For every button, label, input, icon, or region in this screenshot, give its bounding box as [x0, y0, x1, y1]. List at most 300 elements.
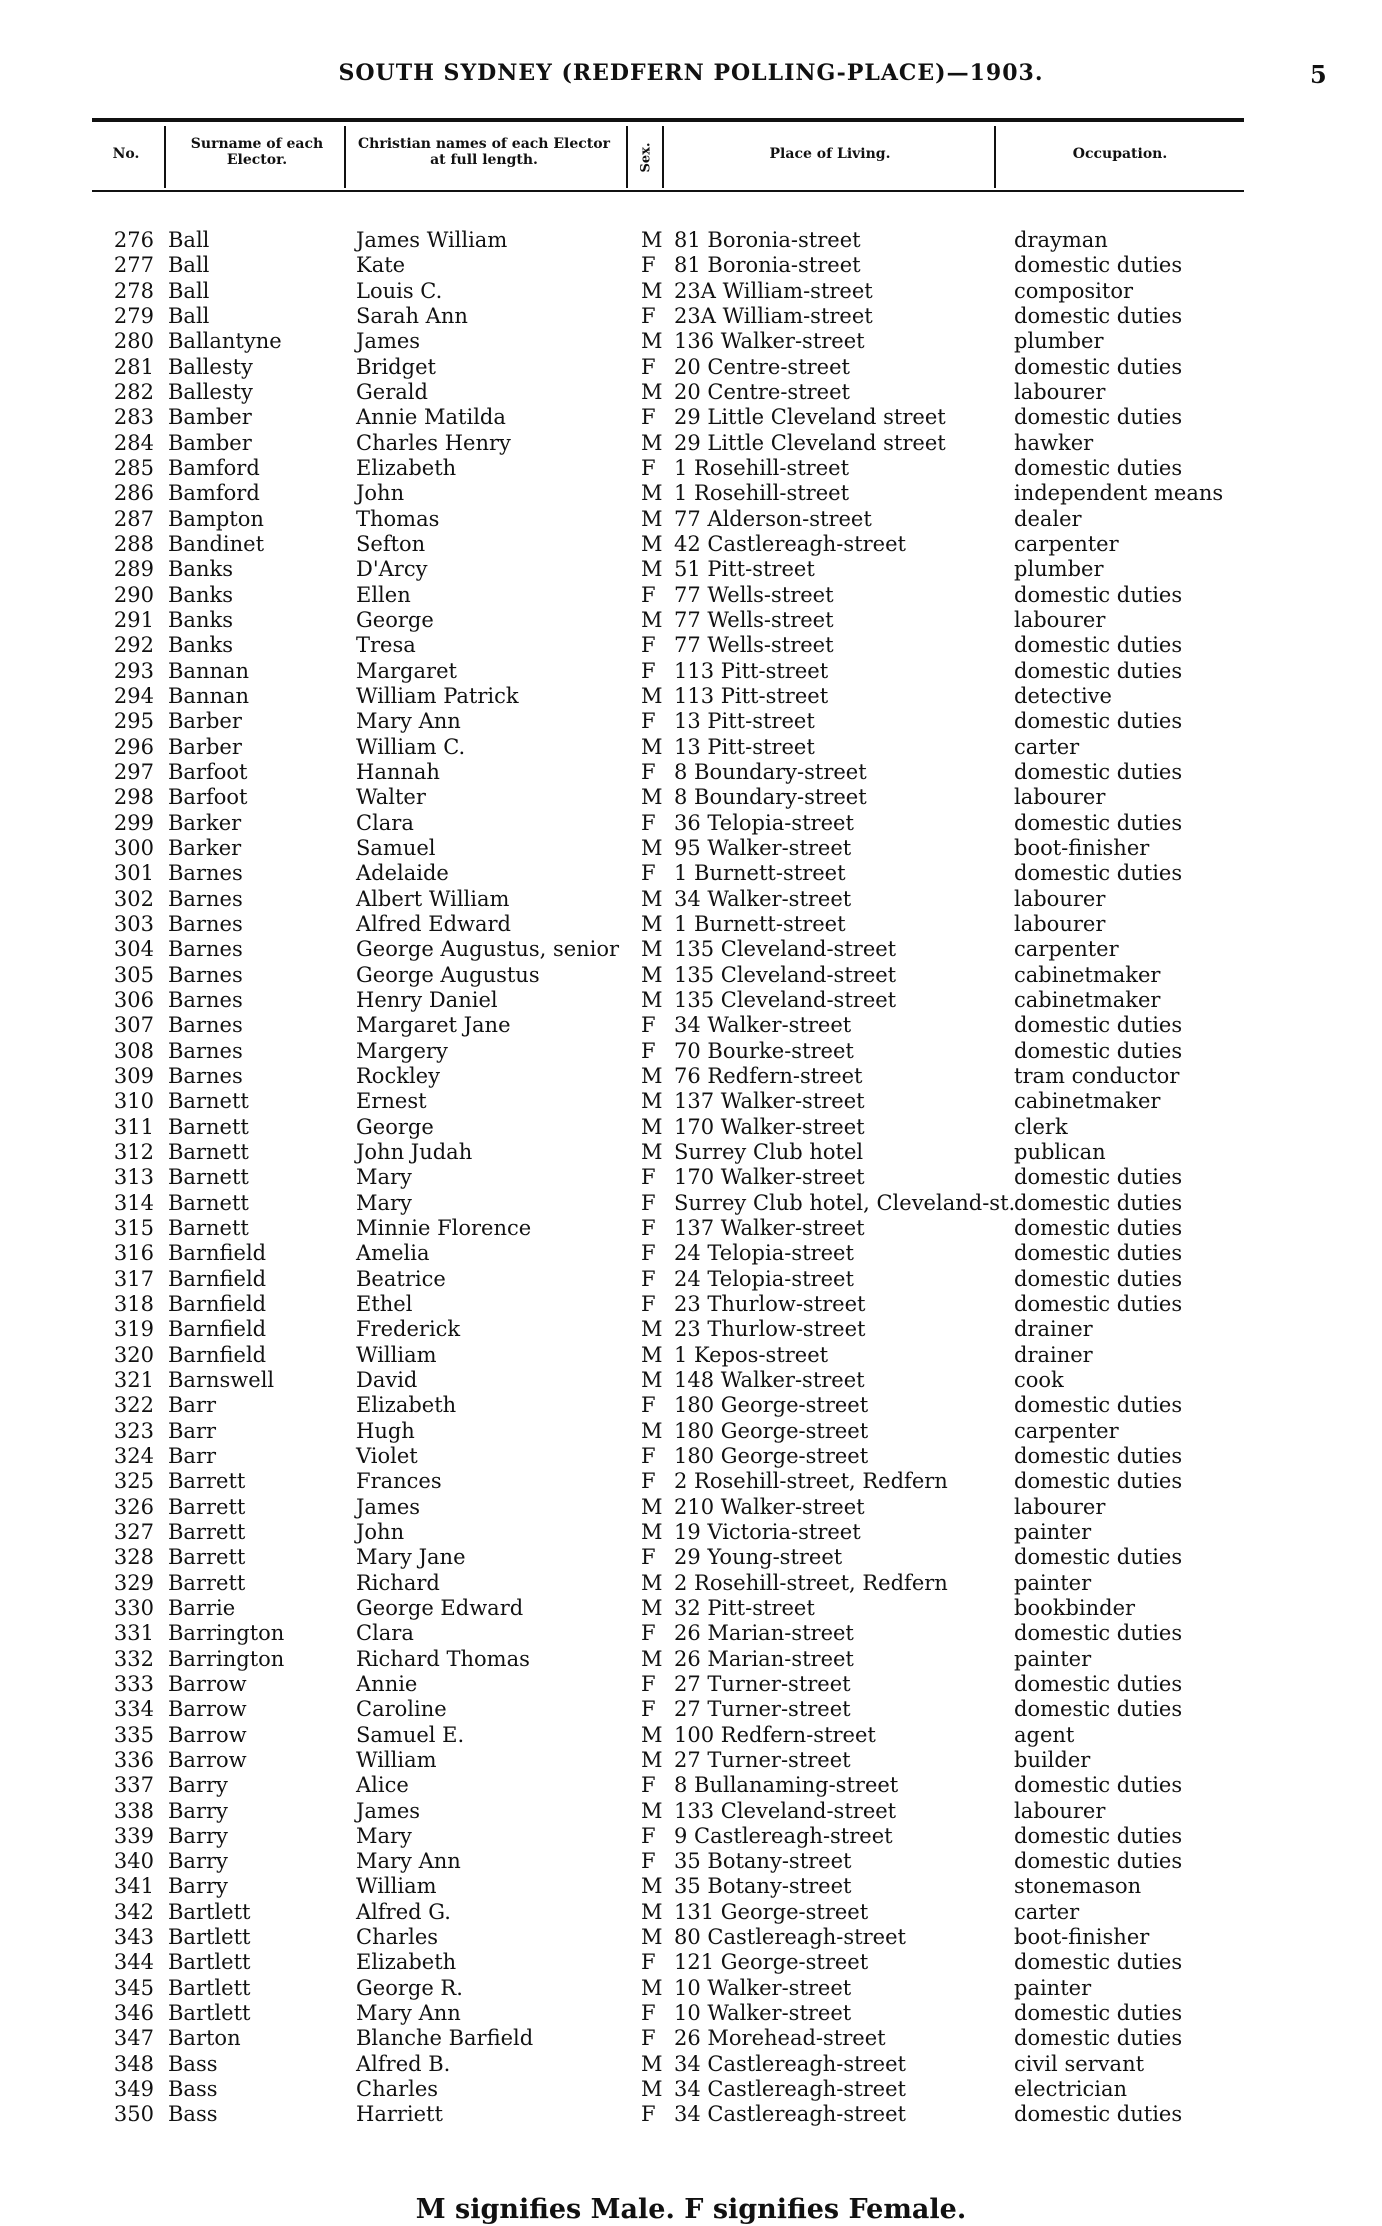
table-row: [0, 532, 1382, 557]
table-row: [0, 1520, 1382, 1545]
elector-christian-names: Louis C.: [356, 278, 443, 303]
elector-place-of-living: 77 Alderson-street: [674, 506, 872, 531]
elector-sex: M: [641, 1646, 663, 1671]
elector-number: 303: [113, 911, 154, 936]
elector-surname: Barnfield: [168, 1342, 267, 1367]
elector-sex: F: [641, 582, 656, 607]
elector-surname: Barnett: [168, 1215, 249, 1240]
elector-place-of-living: 10 Walker-street: [674, 1975, 852, 2000]
elector-occupation: domestic duties: [1014, 1950, 1183, 1975]
elector-occupation: cabinetmaker: [1014, 962, 1161, 987]
elector-sex: F: [641, 633, 656, 658]
elector-christian-names: George Edward: [356, 1595, 524, 1620]
table-row: [0, 1191, 1382, 1216]
elector-occupation: domestic duties: [1014, 1621, 1183, 1646]
table-row: [0, 507, 1382, 532]
elector-place-of-living: Surrey Club hotel: [674, 1139, 864, 1164]
column-divider: [994, 126, 996, 188]
elector-occupation: labourer: [1014, 886, 1106, 911]
elector-occupation: domestic duties: [1014, 2026, 1183, 2051]
elector-sex: M: [641, 1570, 663, 1595]
elector-number: 310: [113, 1089, 154, 1114]
elector-surname: Barnes: [168, 911, 243, 936]
elector-christian-names: D'Arcy: [356, 557, 428, 582]
elector-surname: Bamford: [168, 456, 260, 480]
elector-christian-names: Ernest: [356, 1089, 427, 1114]
elector-place-of-living: 137 Walker-street: [674, 1215, 865, 1240]
elector-christian-names: Beatrice: [356, 1266, 446, 1291]
elector-occupation: builder: [1014, 1747, 1091, 1772]
elector-surname: Bannan: [168, 658, 250, 683]
elector-sex: F: [641, 1291, 656, 1316]
table-row: [0, 709, 1382, 734]
elector-number: 285: [113, 456, 154, 480]
elector-sex: F: [641, 2026, 656, 2051]
elector-sex: F: [641, 304, 656, 328]
elector-occupation: domestic duties: [1014, 810, 1183, 835]
elector-sex: F: [641, 2102, 656, 2127]
elector-christian-names: Mary Ann: [356, 709, 461, 734]
elector-number: 277: [113, 253, 154, 278]
elector-number: 278: [113, 278, 154, 303]
elector-surname: Barfoot: [168, 759, 248, 784]
elector-place-of-living: 23A William-street: [674, 304, 873, 328]
elector-sex: M: [641, 2051, 663, 2076]
elector-christian-names: Violet: [356, 1443, 418, 1468]
elector-number: 323: [113, 1418, 154, 1443]
elector-sex: M: [641, 1089, 663, 1114]
elector-occupation: labourer: [1014, 785, 1106, 810]
elector-occupation: clerk: [1014, 1114, 1068, 1139]
elector-christian-names: Samuel: [356, 835, 436, 860]
table-row: [0, 2052, 1382, 2077]
column-header-place-of-living: Place of Living.: [769, 146, 891, 162]
table-row: [0, 405, 1382, 430]
elector-christian-names: William: [356, 1342, 437, 1367]
elector-surname: Ball: [168, 253, 210, 278]
elector-place-of-living: 8 Bullanaming-street: [674, 1773, 899, 1798]
elector-occupation: agent: [1014, 1722, 1075, 1747]
elector-surname: Barrow: [168, 1697, 247, 1722]
elector-number: 292: [113, 633, 154, 658]
elector-christian-names: George R.: [356, 1975, 463, 2000]
elector-surname: Barry: [168, 1823, 228, 1848]
elector-occupation: labourer: [1014, 911, 1106, 936]
elector-place-of-living: 95 Walker-street: [674, 835, 852, 860]
elector-sex: M: [641, 1063, 663, 1088]
elector-christian-names: Harriett: [356, 2102, 443, 2127]
elector-place-of-living: 20 Centre-street: [674, 380, 850, 404]
elector-place-of-living: 24 Telopia-street: [674, 1266, 854, 1291]
elector-surname: Barnes: [168, 1038, 243, 1063]
elector-place-of-living: 100 Redfern-street: [674, 1722, 876, 1747]
elector-surname: Banks: [168, 608, 233, 632]
elector-surname: Barrett: [168, 1545, 246, 1570]
elector-sex: F: [641, 1038, 656, 1063]
elector-place-of-living: 27 Turner-street: [674, 1747, 851, 1772]
elector-christian-names: Adelaide: [356, 861, 449, 886]
elector-occupation: domestic duties: [1014, 709, 1183, 734]
elector-occupation: domestic duties: [1014, 1545, 1183, 1570]
elector-number: 283: [113, 405, 154, 430]
elector-sex: M: [641, 2077, 663, 2102]
table-row: [0, 912, 1382, 937]
elector-occupation: domestic duties: [1014, 405, 1183, 430]
elector-sex: M: [641, 608, 663, 632]
elector-number: 346: [113, 2001, 154, 2026]
elector-number: 312: [113, 1139, 154, 1164]
table-row: [0, 355, 1382, 380]
table-row: [0, 1317, 1382, 1342]
elector-number: 288: [113, 532, 154, 556]
elector-number: 327: [113, 1519, 154, 1544]
elector-place-of-living: 27 Turner-street: [674, 1671, 851, 1696]
table-row: [0, 1849, 1382, 1874]
table-row: [0, 1165, 1382, 1190]
elector-christian-names: Annie: [356, 1671, 418, 1696]
elector-christian-names: Charles: [356, 2077, 439, 2102]
table-row: [0, 1672, 1382, 1697]
elector-sex: M: [641, 785, 663, 810]
elector-surname: Bass: [168, 2077, 218, 2102]
elector-sex: M: [641, 329, 663, 354]
elector-surname: Ball: [168, 278, 210, 303]
elector-christian-names: Alfred B.: [356, 2051, 451, 2076]
elector-surname: Bartlett: [168, 1899, 251, 1924]
elector-place-of-living: 34 Castlereagh-street: [674, 2102, 906, 2127]
table-row: [0, 1495, 1382, 1520]
elector-place-of-living: 8 Boundary-street: [674, 785, 867, 810]
elector-place-of-living: 1 Burnett-street: [674, 861, 846, 886]
elector-occupation: domestic duties: [1014, 1165, 1183, 1190]
table-row: [0, 431, 1382, 456]
elector-sex: M: [641, 481, 663, 506]
elector-christian-names: Alfred Edward: [356, 911, 511, 936]
elector-surname: Bass: [168, 2051, 218, 2076]
table-row: [0, 1621, 1382, 1646]
table-row: [0, 1343, 1382, 1368]
elector-occupation: hawker: [1014, 430, 1094, 455]
table-row: [0, 1697, 1382, 1722]
elector-sex: F: [641, 1393, 656, 1418]
elector-occupation: domestic duties: [1014, 456, 1183, 480]
elector-surname: Barry: [168, 1798, 228, 1823]
elector-number: 276: [113, 228, 154, 252]
elector-place-of-living: 34 Castlereagh-street: [674, 2077, 906, 2102]
elector-number: 282: [113, 380, 154, 404]
elector-place-of-living: 121 George-street: [674, 1950, 869, 1975]
elector-christian-names: Walter: [356, 785, 426, 810]
elector-occupation: painter: [1014, 1646, 1092, 1671]
elector-sex: F: [641, 456, 656, 480]
elector-sex: F: [641, 1671, 656, 1696]
elector-number: 309: [113, 1063, 154, 1088]
elector-number: 304: [113, 937, 154, 962]
table-row: [0, 380, 1382, 405]
elector-number: 336: [113, 1747, 154, 1772]
table-row: [0, 557, 1382, 582]
elector-place-of-living: 180 George-street: [674, 1443, 869, 1468]
elector-place-of-living: 135 Cleveland-street: [674, 987, 897, 1012]
elector-surname: Ballesty: [168, 380, 253, 404]
elector-occupation: painter: [1014, 1570, 1092, 1595]
elector-surname: Barnes: [168, 1063, 243, 1088]
elector-number: 286: [113, 481, 154, 506]
elector-christian-names: Alfred G.: [356, 1899, 451, 1924]
elector-number: 332: [113, 1646, 154, 1671]
elector-christian-names: John: [356, 481, 405, 506]
elector-sex: M: [641, 1925, 663, 1950]
elector-occupation: labourer: [1014, 1494, 1106, 1519]
elector-place-of-living: 1 Rosehill-street: [674, 456, 850, 480]
elector-surname: Barrington: [168, 1646, 285, 1671]
elector-christian-names: Elizabeth: [356, 1950, 457, 1975]
elector-surname: Barr: [168, 1418, 217, 1443]
elector-christian-names: David: [356, 1367, 418, 1392]
elector-place-of-living: 170 Walker-street: [674, 1165, 865, 1190]
elector-sex: M: [641, 557, 663, 582]
column-divider: [164, 126, 166, 188]
elector-sex: F: [641, 1621, 656, 1646]
elector-place-of-living: 24 Telopia-street: [674, 1241, 854, 1266]
elector-number: 343: [113, 1925, 154, 1950]
elector-surname: Barnfield: [168, 1317, 267, 1342]
elector-number: 293: [113, 658, 154, 683]
elector-place-of-living: 77 Wells-street: [674, 582, 834, 607]
elector-sex: M: [641, 1519, 663, 1544]
elector-sex: M: [641, 987, 663, 1012]
elector-surname: Barnfield: [168, 1291, 267, 1316]
elector-sex: M: [641, 962, 663, 987]
elector-christian-names: Hugh: [356, 1418, 415, 1443]
elector-sex: M: [641, 911, 663, 936]
elector-christian-names: Mary: [356, 1190, 412, 1215]
elector-sex: F: [641, 861, 656, 886]
elector-place-of-living: 32 Pitt-street: [674, 1595, 815, 1620]
elector-surname: Bamford: [168, 481, 260, 506]
elector-place-of-living: 9 Castlereagh-street: [674, 1823, 893, 1848]
table-row: [0, 735, 1382, 760]
table-row: [0, 811, 1382, 836]
elector-christian-names: Richard: [356, 1570, 440, 1595]
elector-surname: Barnes: [168, 886, 243, 911]
elector-christian-names: Elizabeth: [356, 1393, 457, 1418]
elector-christian-names: Thomas: [356, 506, 440, 531]
table-row: [0, 633, 1382, 658]
elector-sex: F: [641, 1849, 656, 1874]
elector-place-of-living: 81 Boronia-street: [674, 253, 861, 278]
elector-place-of-living: 180 George-street: [674, 1393, 869, 1418]
elector-occupation: domestic duties: [1014, 2001, 1183, 2026]
table-row: [0, 608, 1382, 633]
elector-sex: M: [641, 506, 663, 531]
elector-surname: Ball: [168, 228, 210, 252]
elector-place-of-living: 77 Wells-street: [674, 633, 834, 658]
elector-occupation: drayman: [1014, 228, 1108, 252]
elector-number: 284: [113, 430, 154, 455]
elector-place-of-living: 23A William-street: [674, 278, 873, 303]
table-row: [0, 1039, 1382, 1064]
elector-number: 339: [113, 1823, 154, 1848]
elector-surname: Barnett: [168, 1089, 249, 1114]
elector-place-of-living: 2 Rosehill-street, Redfern: [674, 1570, 948, 1595]
elector-number: 279: [113, 304, 154, 328]
elector-place-of-living: 19 Victoria-street: [674, 1519, 861, 1544]
elector-christian-names: Rockley: [356, 1063, 440, 1088]
elector-sex: F: [641, 354, 656, 379]
elector-sex: M: [641, 1114, 663, 1139]
elector-christian-names: James: [356, 329, 421, 354]
elector-place-of-living: 26 Morehead-street: [674, 2026, 886, 2051]
column-header-surname: Surname of each Elector.: [190, 136, 324, 168]
elector-place-of-living: 135 Cleveland-street: [674, 937, 897, 962]
elector-christian-names: Sarah Ann: [356, 304, 468, 328]
table-row: [0, 963, 1382, 988]
elector-christian-names: John Judah: [356, 1139, 473, 1164]
column-divider: [626, 126, 628, 188]
column-header-christian-names: Christian names of each Elector at full length.: [358, 136, 610, 168]
elector-occupation: drainer: [1014, 1342, 1093, 1367]
elector-christian-names: Frederick: [356, 1317, 461, 1342]
elector-christian-names: Mary: [356, 1165, 412, 1190]
elector-occupation: domestic duties: [1014, 1443, 1183, 1468]
elector-number: 335: [113, 1722, 154, 1747]
elector-sex: M: [641, 1722, 663, 1747]
elector-christian-names: Samuel E.: [356, 1722, 465, 1747]
elector-occupation: stonemason: [1014, 1874, 1142, 1899]
page-title: SOUTH SYDNEY (REDFERN POLLING-PLACE)—1903.: [338, 60, 1044, 86]
elector-christian-names: Bridget: [356, 354, 436, 379]
table-row: [0, 684, 1382, 709]
table-row: [0, 1064, 1382, 1089]
elector-sex: M: [641, 1899, 663, 1924]
elector-surname: Barrow: [168, 1671, 247, 1696]
table-row: [0, 1267, 1382, 1292]
elector-number: 314: [113, 1190, 154, 1215]
elector-occupation: cabinetmaker: [1014, 987, 1161, 1012]
elector-occupation: domestic duties: [1014, 1469, 1183, 1494]
elector-number: 289: [113, 557, 154, 582]
elector-occupation: domestic duties: [1014, 1823, 1183, 1848]
elector-number: 319: [113, 1317, 154, 1342]
elector-place-of-living: 51 Pitt-street: [674, 557, 815, 582]
elector-sex: F: [641, 405, 656, 430]
elector-place-of-living: 70 Bourke-street: [674, 1038, 854, 1063]
table-row: [0, 304, 1382, 329]
table-row: [0, 1900, 1382, 1925]
table-row: [0, 1469, 1382, 1494]
elector-sex: M: [641, 1747, 663, 1772]
elector-christian-names: Margaret Jane: [356, 1013, 511, 1038]
elector-number: 302: [113, 886, 154, 911]
table-row: [0, 937, 1382, 962]
elector-surname: Barrett: [168, 1519, 246, 1544]
table-row: [0, 1368, 1382, 1393]
elector-number: 328: [113, 1545, 154, 1570]
elector-surname: Bartlett: [168, 1950, 251, 1975]
table-row: [0, 2102, 1382, 2127]
elector-occupation: domestic duties: [1014, 2102, 1183, 2127]
elector-place-of-living: Surrey Club hotel, Cleveland-st.: [674, 1190, 1016, 1215]
elector-number: 348: [113, 2051, 154, 2076]
elector-sex: M: [641, 1342, 663, 1367]
elector-place-of-living: 180 George-street: [674, 1418, 869, 1443]
table-row: [0, 279, 1382, 304]
table-row: [0, 988, 1382, 1013]
elector-place-of-living: 27 Turner-street: [674, 1697, 851, 1722]
elector-christian-names: Tresa: [356, 633, 416, 658]
elector-christian-names: Margery: [356, 1038, 448, 1063]
elector-number: 280: [113, 329, 154, 354]
elector-surname: Barber: [168, 734, 242, 759]
elector-surname: Barton: [168, 2026, 241, 2051]
elector-place-of-living: 137 Walker-street: [674, 1089, 865, 1114]
elector-christian-names: Blanche Barfield: [356, 2026, 534, 2051]
elector-surname: Banks: [168, 582, 233, 607]
elector-sex: F: [641, 1443, 656, 1468]
elector-christian-names: William: [356, 1747, 437, 1772]
elector-surname: Barker: [168, 810, 242, 835]
elector-christian-names: Kate: [356, 253, 406, 278]
elector-christian-names: James William: [356, 228, 508, 252]
elector-occupation: domestic duties: [1014, 1038, 1183, 1063]
elector-place-of-living: 135 Cleveland-street: [674, 962, 897, 987]
elector-place-of-living: 113 Pitt-street: [674, 658, 829, 683]
elector-number: 298: [113, 785, 154, 810]
elector-sex: M: [641, 1367, 663, 1392]
elector-christian-names: Charles: [356, 1925, 439, 1950]
table-row: [0, 2001, 1382, 2026]
elector-place-of-living: 170 Walker-street: [674, 1114, 865, 1139]
elector-number: 307: [113, 1013, 154, 1038]
elector-occupation: domestic duties: [1014, 354, 1183, 379]
elector-christian-names: Elizabeth: [356, 456, 457, 480]
table-row: [0, 1140, 1382, 1165]
table-row: [0, 1748, 1382, 1773]
elector-sex: F: [641, 1823, 656, 1848]
column-divider: [662, 126, 664, 188]
elector-sex: F: [641, 759, 656, 784]
elector-number: 308: [113, 1038, 154, 1063]
elector-number: 324: [113, 1443, 154, 1468]
elector-surname: Bartlett: [168, 1925, 251, 1950]
elector-number: 287: [113, 506, 154, 531]
elector-place-of-living: 133 Cleveland-street: [674, 1798, 897, 1823]
table-row: [0, 1393, 1382, 1418]
elector-place-of-living: 26 Marian-street: [674, 1646, 854, 1671]
elector-place-of-living: 77 Wells-street: [674, 608, 834, 632]
table-row: [0, 1773, 1382, 1798]
elector-number: 296: [113, 734, 154, 759]
elector-occupation: cabinetmaker: [1014, 1089, 1161, 1114]
elector-place-of-living: 13 Pitt-street: [674, 734, 815, 759]
table-row: [0, 1571, 1382, 1596]
table-row: [0, 1596, 1382, 1621]
elector-number: 291: [113, 608, 154, 632]
table-row: [0, 1013, 1382, 1038]
elector-christian-names: Annie Matilda: [356, 405, 506, 430]
elector-surname: Barr: [168, 1393, 217, 1418]
elector-occupation: domestic duties: [1014, 633, 1183, 658]
column-divider: [344, 126, 346, 188]
elector-christian-names: Caroline: [356, 1697, 447, 1722]
elector-place-of-living: 13 Pitt-street: [674, 709, 815, 734]
elector-number: 344: [113, 1950, 154, 1975]
table-row: [0, 836, 1382, 861]
elector-sex: M: [641, 380, 663, 404]
elector-place-of-living: 36 Telopia-street: [674, 810, 854, 835]
elector-surname: Barr: [168, 1443, 217, 1468]
